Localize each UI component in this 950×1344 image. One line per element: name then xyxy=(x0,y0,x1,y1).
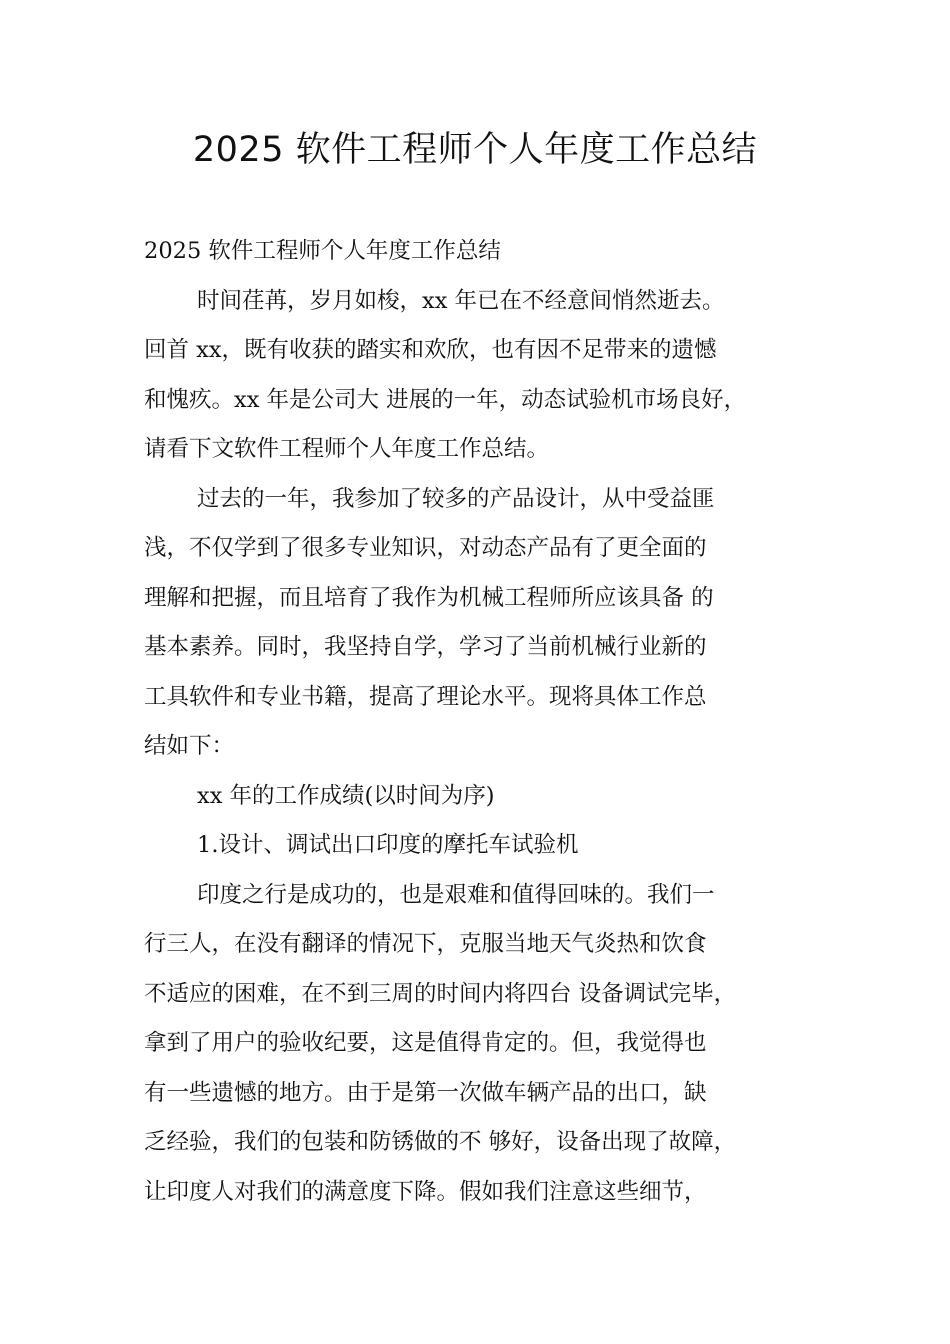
text-line: 请看下文软件工程师个人年度工作总结。 xyxy=(144,436,550,462)
text-line: 浅，不仅学到了很多专业知识，对动态产品有了更全面的 xyxy=(144,535,707,561)
document-body xyxy=(144,227,834,1217)
text-line: 回首 xx，既有收获的踏实和欢欣，也有因不足带来的遗憾 xyxy=(144,337,717,363)
text-line: 印度之行是成功的，也是艰难和值得回味的。我们一 xyxy=(197,881,715,908)
text-line: 和愧疚。xx 年是公司大 进展的一年，动态试验机市场良好， xyxy=(144,386,747,413)
text-line: 时间荏苒，岁月如梭，xx 年已在不经意间悄然逝去。 xyxy=(197,287,725,314)
document-title: 2025 软件工程师个人年度工作总结 xyxy=(192,130,758,170)
subsection-heading xyxy=(144,821,834,871)
text-line: 工具软件和专业书籍，提高了理论水平。现将具体工作总 xyxy=(144,683,707,710)
text-line: 不适应的困难，在不到三周的时间内将四台 设备调试完毕， xyxy=(144,980,737,1007)
text-line: 基本素养。同时，我坚持自学，学习了当前机械行业新的 xyxy=(144,634,707,660)
text-line: 让印度人对我们的满意度下降。假如我们注意这些细节， xyxy=(144,1178,707,1205)
text-line: 理解和把握，而且培育了我作为机械工程师所应该具备 的 xyxy=(144,584,714,611)
text-line: 过去的一年，我参加了较多的产品设计，从中受益匪 xyxy=(197,485,715,512)
text-line: 1.设计、调试出口印度的摩托车试验机 xyxy=(197,832,579,858)
text-line: xx 年的工作成绩(以时间为序) xyxy=(197,782,495,809)
section-heading xyxy=(144,772,834,822)
paragraph-intro xyxy=(144,277,834,475)
paragraph-past-year xyxy=(144,475,834,772)
text-line: 拿到了用户的验收纪要，这是值得肯定的。但，我觉得也 xyxy=(144,1030,707,1056)
paragraph-subtitle xyxy=(144,227,834,277)
text-line: 行三人，在没有翻译的情况下，克服当地天气炎热和饮食 xyxy=(144,931,707,957)
text-line: 有一些遗憾的地方。由于是第一次做车辆产品的出口，缺 xyxy=(144,1079,707,1106)
paragraph-india-trip xyxy=(144,871,834,1218)
text-line: 2025 软件工程师个人年度工作总结 xyxy=(144,238,501,264)
text-line: 结如下： xyxy=(144,733,235,759)
text-line: 乏经验，我们的包装和防锈做的不 够好，设备出现了故障， xyxy=(144,1129,737,1155)
